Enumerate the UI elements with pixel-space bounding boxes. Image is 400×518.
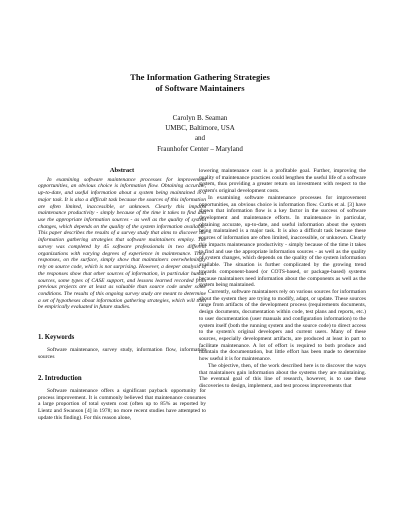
intro-paragraph-2: In examining software maintenance processes for improvement opportunities, an obvious choice is information flow. Curtis et al. [3] have shown that information flow is a key factor in the success of software development and maintenance efforts. In maintenance in particular, obtaining accurate, up-to-date, and useful information about the system being maintained is a major task. It is also a difficult task because these sources of information are often limited, inaccessible, or unknown. Clearly this impacts maintenance productivity - simply because of the time it takes to find and use the appropriate information sources - as well as the quality of system changes, which depends on the quality of the system information available. The situation is further complicated by the growing trend towards component-based (or COTS-based, or package-based) systems because maintainers need information about the components as well as the system being maintained. [199,194,366,289]
left-column [38,168,206,422]
intro-paragraph-4: The objective, then, of the work described here is to discover the ways that maintainers gain information about the systems they are maintaining. The eventual goal of this line of research, however, is to use these discoveries to design, implement, and test process improvements that [199,362,366,389]
introduction-heading: 2. Introduction [38,375,82,383]
title-line-1: The Information Gathering Strategies [130,72,270,82]
author-block [0,113,400,154]
affiliation-2: Fraunhofer Center – Maryland [157,144,243,153]
intro-paragraph-1: Software maintenance offers a significant payback opportunity for process improvement. It is commonly believed that maintenance consumes a large proportion of total system cost (often up to 85% as reported by Lientz and Swanson [4] in 1978; no more recent studies have attempted to update this finding). For this reason alone, [38,387,206,421]
keywords-heading: 1. Keywords [38,334,75,342]
paper-title [0,72,400,94]
keywords-text: Software maintenance, survey study, information flow, information sources [38,346,206,360]
abstract-heading: Abstract [109,167,135,174]
intro-paragraph-3: Currently, software maintainers rely on various sources for information about the system they are trying to modify, adapt, or update. These sources range from artifacts of the development process (requirements documents, design documents, documentation within code, test plans and reports, etc.) to user documentation (user manuals and configuration information) to the system itself (both the running system and the source code) to direct access to the system's original developers and current users. Many of these sources, especially development artifacts, are produced at least in part to facilitate maintenance. A lot of effort is required to both produce and maintain the documentation, but little effort has been made to determine how useful it is for maintenance. [199,288,366,363]
abstract-text: In examining software maintenance processes for improvement opportunities, an obvious choice is information flow. Obtaining accurate, up-to-date, and useful information about a system being maintained is a major task. It is also a difficult task because the sources of this information are often limited, inaccessible, or unknown. Clearly this impacts maintenance productivity - simply because of the time it takes to find and use the appropriate information sources - as well as the quality of system changes, which depends on the quality of the system information available. This paper describes the results of a survey study that aims to discover the information gathering strategies that software maintainers employ. The survey was completed by 45 software professionals in two different organizations with varying degrees of experience in maintenance. Their responses, on the surface, simply show that maintainers overwhelmingly rely on source code, which is not surprising. However, a deeper analysis of the responses show that other sources of information, in particular human sources, some types of CASE support, and lessons learned recorded from previous projects are at least as valuable than source code under some conditions. The results of this ongoing survey study are meant to determine a set of hypotheses about information gathering strategies, which will then be empirically evaluated in future studies. [38,176,206,311]
affiliation-and: and [194,134,206,143]
intro-paragraph-continued: lowering maintenance cost is a profitable goal. Further, improving the quality of maintenance practices could lengthen the useful life of a software system, thus providing a greater return on investment with respect to the system's original development costs. [199,168,366,195]
right-column [199,168,366,390]
author-name: Carolyn B. Seaman [172,114,228,122]
affiliation-1: UMBC, Baltimore, USA [165,124,235,133]
title-line-2: of Software Maintainers [155,83,245,93]
